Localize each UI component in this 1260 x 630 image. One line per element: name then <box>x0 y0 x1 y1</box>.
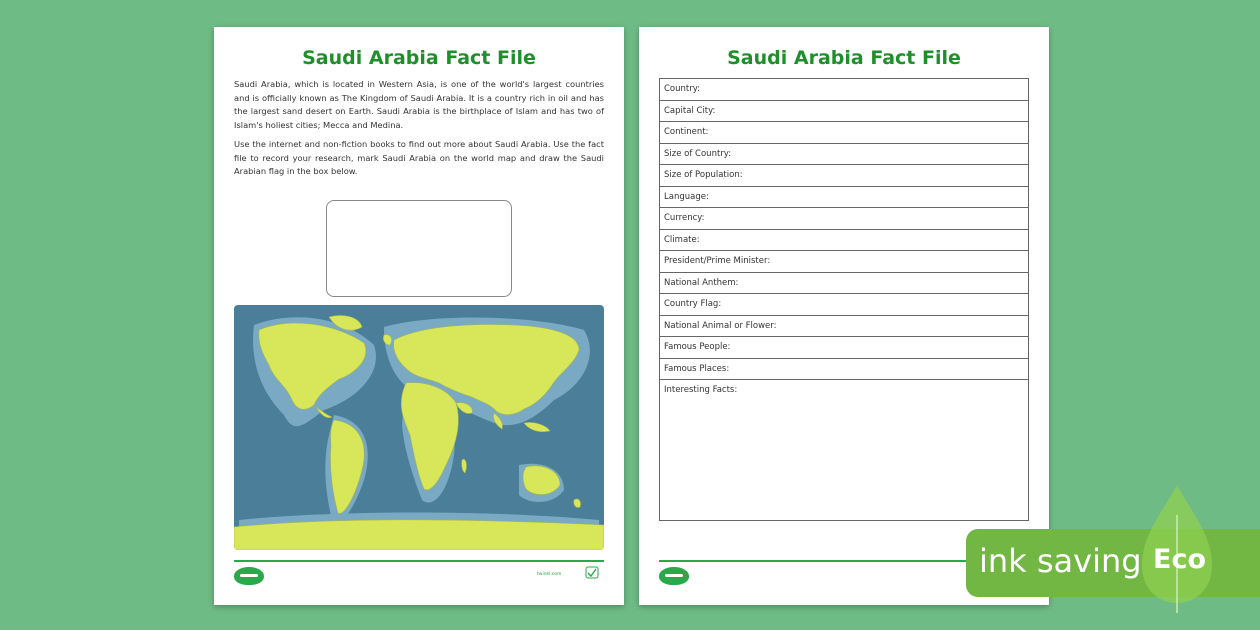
flag-drawing-box <box>326 200 512 297</box>
page-title: Saudi Arabia Fact File <box>727 47 961 69</box>
eco-label: Eco <box>1153 544 1206 575</box>
fact-row-leader: President/Prime Minister: <box>660 251 1028 273</box>
fact-row-national-animal: National Animal or Flower: <box>660 316 1028 338</box>
fact-row-language: Language: <box>660 187 1028 209</box>
footer-url: twinkl.com <box>537 572 562 577</box>
fact-file-table <box>659 78 1029 521</box>
world-map <box>234 305 604 550</box>
fact-row-country-flag: Country Flag: <box>660 294 1028 316</box>
instructions-paragraph: Use the internet and non-fiction books to find out more about Saudi Arabia. Use the fact file to record your research, mark Saudi Arabia on the world map and draw the Saudi Arabian flag in the box below. <box>234 139 604 176</box>
fact-row-size-of-country: Size of Country: <box>660 144 1028 166</box>
fact-row-capital-city: Capital City: <box>660 101 1028 123</box>
page-title: Saudi Arabia Fact File <box>302 47 536 69</box>
planning-badge-icon <box>584 564 600 580</box>
footer-line <box>234 560 604 562</box>
fact-row-currency: Currency: <box>660 208 1028 230</box>
twinkl-logo <box>659 567 689 585</box>
fact-row-country: Country: <box>660 79 1028 101</box>
fact-row-climate: Climate: <box>660 230 1028 252</box>
intro-paragraph: Saudi Arabia, which is located in Western Asia, is one of the world's largest countries and is officially known as The Kingdom of Saudi Arabia. It is a country rich in oil and has the largest sand desert on Earth. Saudi Arabia is the birthplace of Islam and has two of Islam's holiest cities; Mecca and Medina. <box>234 79 604 130</box>
eco-ink-saving-badge <box>966 485 1260 615</box>
fact-row-size-of-population: Size of Population: <box>660 165 1028 187</box>
ink-saving-label: ink saving <box>979 542 1142 580</box>
fact-file-sheet-left <box>214 27 624 605</box>
twinkl-logo <box>234 567 264 585</box>
fact-row-continent: Continent: <box>660 122 1028 144</box>
fact-row-famous-places: Famous Places: <box>660 359 1028 381</box>
fact-row-famous-people: Famous People: <box>660 337 1028 359</box>
fact-row-interesting-facts: Interesting Facts: <box>664 385 738 395</box>
fact-row-national-anthem: National Anthem: <box>660 273 1028 295</box>
